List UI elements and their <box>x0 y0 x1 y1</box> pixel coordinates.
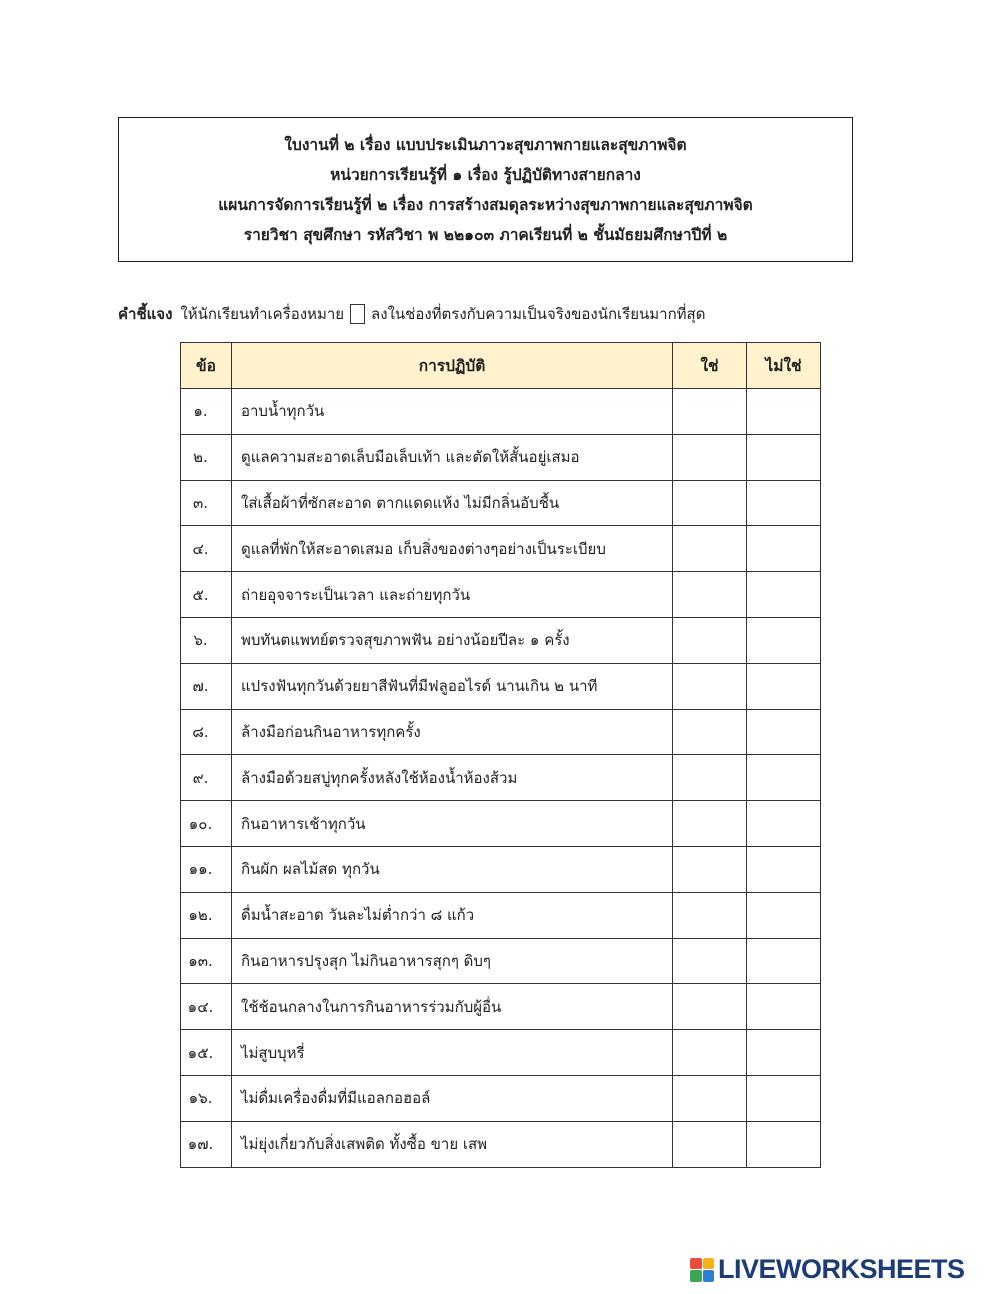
answer-no-cell[interactable] <box>747 434 821 480</box>
answer-yes-cell[interactable] <box>673 938 747 984</box>
table-row <box>181 1030 821 1076</box>
answer-yes-cell[interactable] <box>673 526 747 572</box>
table-row <box>181 617 821 663</box>
row-number: ๑๖. <box>181 1075 232 1121</box>
table-row <box>181 938 821 984</box>
answer-no-cell[interactable] <box>747 480 821 526</box>
answer-no-cell[interactable] <box>747 663 821 709</box>
row-practice: ไม่ดื่มเครื่องดื่มที่มีแอลกอฮอล์ <box>232 1075 673 1121</box>
answer-yes-cell[interactable] <box>673 663 747 709</box>
answer-yes-cell[interactable] <box>673 572 747 618</box>
answer-no-cell[interactable] <box>747 526 821 572</box>
row-number: ๒. <box>181 434 232 480</box>
answer-no-cell[interactable] <box>747 389 821 435</box>
table-row <box>181 663 821 709</box>
answer-yes-cell[interactable] <box>673 617 747 663</box>
row-practice: ล้างมือก่อนกินอาหารทุกครั้ง <box>232 709 673 755</box>
instruction-text-after: ลงในช่องที่ตรงกับความเป็นจริงของนักเรียนมากที่สุด <box>371 305 706 323</box>
answer-no-cell[interactable] <box>747 1075 821 1121</box>
row-practice: ไม่ยุ่งเกี่ยวกับสิ่งเสพติด ทั้งซื้อ ขาย เสพ <box>232 1121 673 1167</box>
answer-no-cell[interactable] <box>747 617 821 663</box>
health-checklist-table <box>180 342 821 1168</box>
table-row <box>181 984 821 1030</box>
liveworksheets-logo-icon <box>690 1258 714 1282</box>
checkbox-icon <box>350 304 365 324</box>
row-number: ๕. <box>181 572 232 618</box>
table-row <box>181 709 821 755</box>
answer-yes-cell[interactable] <box>673 709 747 755</box>
row-practice: ดื่มน้ำสะอาด วันละไม่ต่ำกว่า ๘ แก้ว <box>232 892 673 938</box>
row-practice: ใช้ช้อนกลางในการกินอาหารร่วมกับผู้อื่น <box>232 984 673 1030</box>
answer-no-cell[interactable] <box>747 938 821 984</box>
row-number: ๑๒. <box>181 892 232 938</box>
row-practice: ใส่เสื้อผ้าที่ซักสะอาด ตากแดดแห้ง ไม่มีกลิ่นอับชื้น <box>232 480 673 526</box>
row-number: ๙. <box>181 755 232 801</box>
table-row <box>181 526 821 572</box>
title-line-2: หน่วยการเรียนรู้ที่ ๑ เรื่อง รู้ปฏิบัติทางสายกลาง <box>330 165 641 184</box>
row-practice: กินผัก ผลไม้สด ทุกวัน <box>232 846 673 892</box>
row-practice: ถ่ายอุจจาระเป็นเวลา และถ่ายทุกวัน <box>232 572 673 618</box>
answer-yes-cell[interactable] <box>673 1121 747 1167</box>
instruction <box>118 302 705 326</box>
answer-no-cell[interactable] <box>747 755 821 801</box>
row-number: ๑๑. <box>181 846 232 892</box>
answer-yes-cell[interactable] <box>673 434 747 480</box>
answer-yes-cell[interactable] <box>673 389 747 435</box>
row-practice: แปรงฟันทุกวันด้วยยาสีฟันที่มีฟลูออไรด์ นานเกิน ๒ นาที <box>232 663 673 709</box>
table-header-row <box>181 343 821 389</box>
answer-no-cell[interactable] <box>747 801 821 847</box>
row-number: ๑๔. <box>181 984 232 1030</box>
row-number: ๖. <box>181 617 232 663</box>
row-number: ๔. <box>181 526 232 572</box>
row-number: ๘. <box>181 709 232 755</box>
answer-no-cell[interactable] <box>747 709 821 755</box>
answer-yes-cell[interactable] <box>673 984 747 1030</box>
row-number: ๑. <box>181 389 232 435</box>
table-row <box>181 801 821 847</box>
worksheet-title-box <box>118 117 853 262</box>
row-number: ๑๐. <box>181 801 232 847</box>
answer-yes-cell[interactable] <box>673 755 747 801</box>
answer-yes-cell[interactable] <box>673 801 747 847</box>
row-number: ๑๓. <box>181 938 232 984</box>
answer-no-cell[interactable] <box>747 984 821 1030</box>
answer-no-cell[interactable] <box>747 1030 821 1076</box>
answer-no-cell[interactable] <box>747 846 821 892</box>
row-practice: ดูแลความสะอาดเล็บมือเล็บเท้า และตัดให้สั้นอยู่เสมอ <box>232 434 673 480</box>
answer-yes-cell[interactable] <box>673 892 747 938</box>
header-practice: การปฏิบัติ <box>232 343 673 389</box>
liveworksheets-wordmark: LIVEWORKSHEETS <box>718 1254 965 1284</box>
liveworksheets-logo <box>690 1254 965 1285</box>
answer-no-cell[interactable] <box>747 572 821 618</box>
table-row <box>181 572 821 618</box>
answer-no-cell[interactable] <box>747 1121 821 1167</box>
row-number: ๓. <box>181 480 232 526</box>
table-row <box>181 389 821 435</box>
answer-yes-cell[interactable] <box>673 1030 747 1076</box>
header-yes: ใช่ <box>673 343 747 389</box>
answer-yes-cell[interactable] <box>673 1075 747 1121</box>
title-line-3: แผนการจัดการเรียนรู้ที่ ๒ เรื่อง การสร้างสมดุลระหว่างสุขภาพกายและสุขภาพจิต <box>218 195 753 214</box>
row-number: ๑๕. <box>181 1030 232 1076</box>
title-line-4: รายวิชา สุขศึกษา รหัสวิชา พ ๒๒๑๐๓ ภาคเรียนที่ ๒ ชั้นมัธยมศึกษาปีที่ ๒ <box>243 225 728 244</box>
table-row <box>181 846 821 892</box>
row-practice: ดูแลที่พักให้สะอาดเสมอ เก็บสิ่งของต่างๆอย่างเป็นระเบียบ <box>232 526 673 572</box>
table-row <box>181 434 821 480</box>
row-practice: กินอาหารปรุงสุก ไม่กินอาหารสุกๆ ดิบๆ <box>232 938 673 984</box>
table-row <box>181 892 821 938</box>
header-no: ไม่ใช่ <box>747 343 821 389</box>
answer-yes-cell[interactable] <box>673 846 747 892</box>
row-practice: อาบน้ำทุกวัน <box>232 389 673 435</box>
answer-yes-cell[interactable] <box>673 480 747 526</box>
row-number: ๗. <box>181 663 232 709</box>
row-practice: กินอาหารเช้าทุกวัน <box>232 801 673 847</box>
instruction-label: คำชี้แจง <box>118 305 173 323</box>
row-practice: ไม่สูบบุหรี่ <box>232 1030 673 1076</box>
table-row <box>181 1121 821 1167</box>
answer-no-cell[interactable] <box>747 892 821 938</box>
header-number: ข้อ <box>181 343 232 389</box>
instruction-text-before: ให้นักเรียนทำเครื่องหมาย <box>180 305 345 323</box>
row-practice: พบทันตแพทย์ตรวจสุขภาพฟัน อย่างน้อยปีละ ๑ ครั้ง <box>232 617 673 663</box>
table-row <box>181 1075 821 1121</box>
table-row <box>181 755 821 801</box>
row-number: ๑๗. <box>181 1121 232 1167</box>
table-row <box>181 480 821 526</box>
row-practice: ล้างมือด้วยสบู่ทุกครั้งหลังใช้ห้องน้ำห้องส้วม <box>232 755 673 801</box>
title-line-1: ใบงานที่ ๒ เรื่อง แบบประเมินภาวะสุขภาพกายและสุขภาพจิต <box>284 135 687 154</box>
